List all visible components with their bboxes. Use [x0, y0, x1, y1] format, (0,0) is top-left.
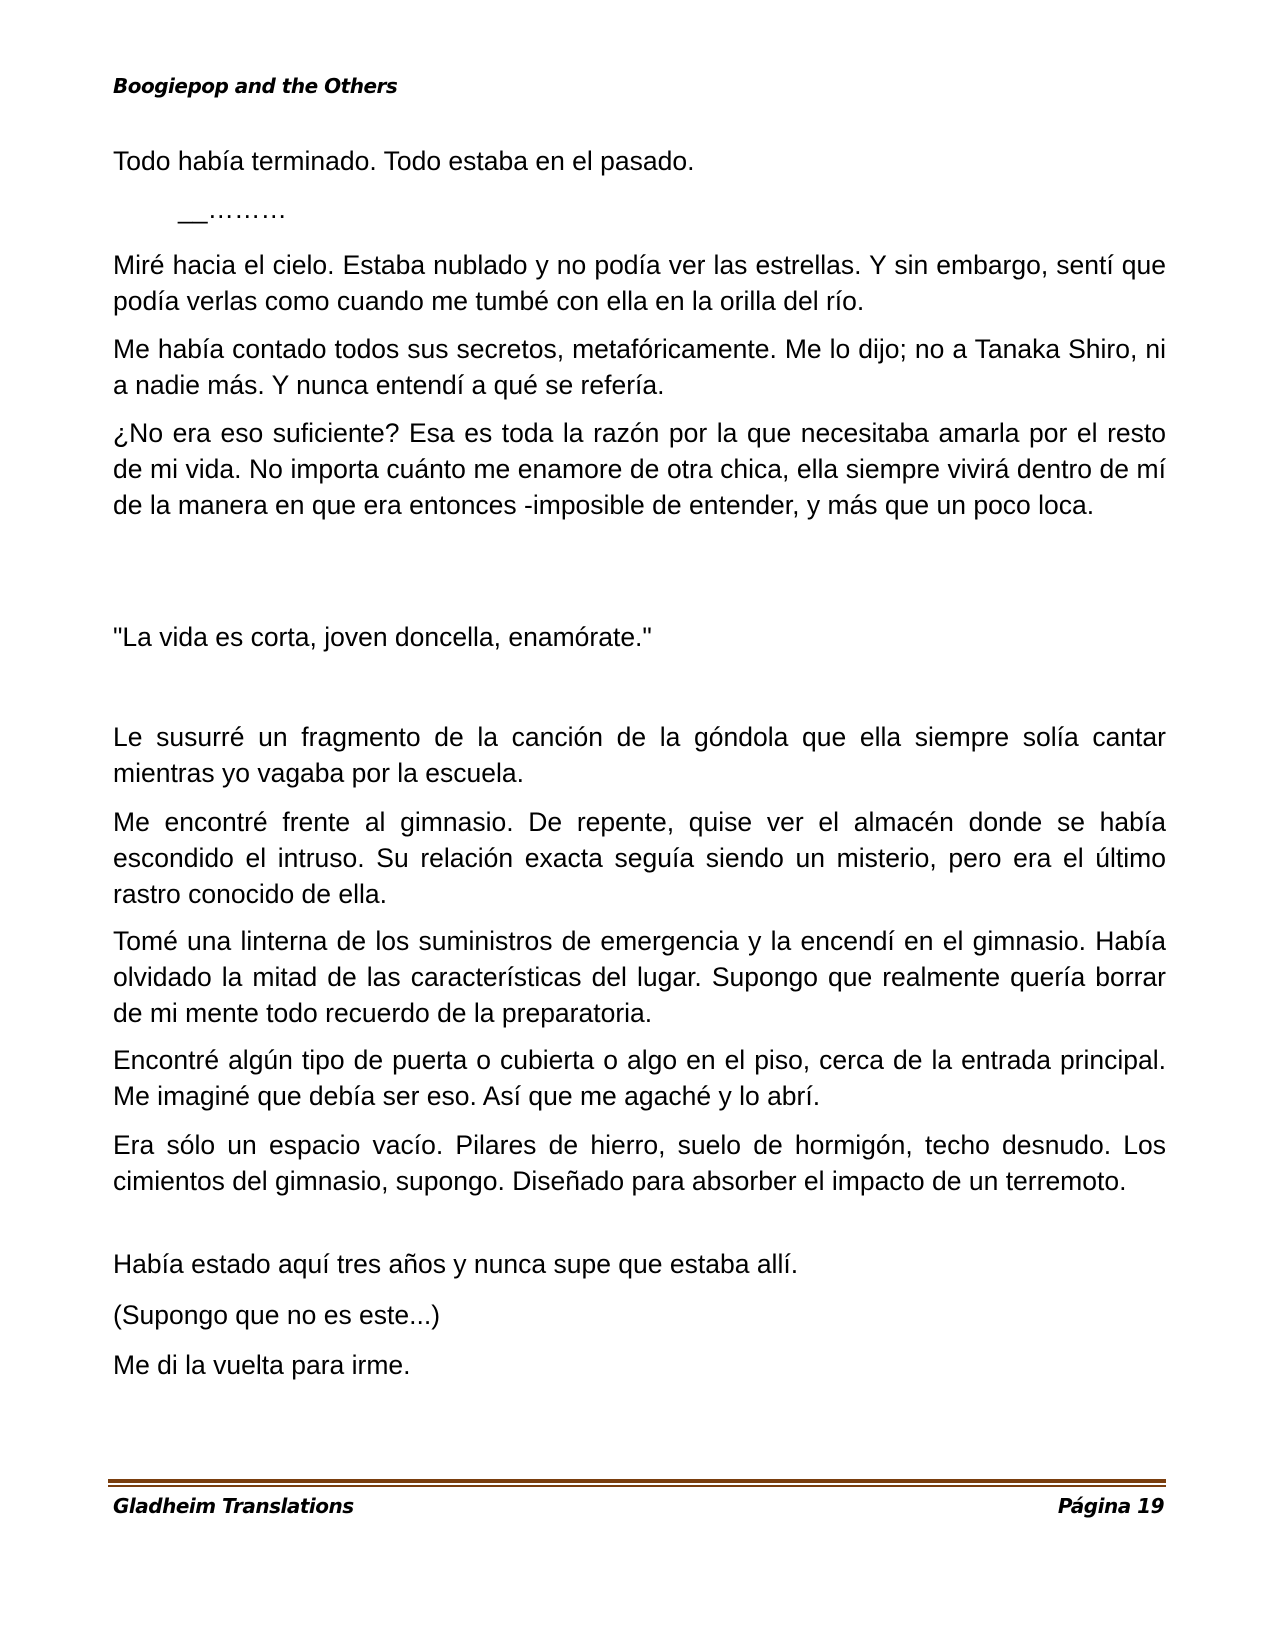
paragraph-9: Era sólo un espacio vacío. Pilares de hierro, suelo de hormigón, techo desnudo. Los cimientos del gimnasio, supongo. Diseñado para absorber el impacto de un terremoto. — [113, 1130, 1166, 1196]
scene-break: __……… — [178, 194, 287, 224]
footer-page-number: Página 19 — [1057, 1494, 1164, 1518]
paragraph-8: Encontré algún tipo de puerta o cubierta o algo en el piso, cerca de la entrada principal. Me imaginé que debía ser eso. Así que me agaché y lo abrí. — [113, 1045, 1166, 1111]
page-header-title: Boogiepop and the Others — [113, 74, 398, 98]
paragraph-7: Tomé una linterna de los suministros de emergencia y la encendí en el gimnasio. Había olvidado la mitad de las características del lugar. Supongo que realmente quería borrar de mi mente todo recuerdo de la preparatoria. — [113, 926, 1166, 1028]
footer-translator: Gladheim Translations — [113, 1494, 354, 1518]
paragraph-6: Me encontré frente al gimnasio. De repente, quise ver el almacén donde se había escondido el intruso. Su relación exacta seguía siendo un misterio, pero era el último rastro conocido de ella. — [113, 807, 1166, 909]
paragraph-11: (Supongo que no es este...) — [113, 1300, 441, 1330]
paragraph-4: ¿No era eso suficiente? Esa es toda la razón por la que necesitaba amarla por el resto de mi vida. No importa cuánto me enamore de otra chica, ella siempre vivirá dentro de mí de la manera en que era entonces -imposible de entender, y más que un poco loca. — [113, 418, 1166, 520]
paragraph-12: Me di la vuelta para irme. — [113, 1350, 411, 1380]
paragraph-5: Le susurré un fragmento de la canción de la góndola que ella siempre solía cantar mientras yo vagaba por la escuela. — [113, 722, 1166, 788]
quote-line: "La vida es corta, joven doncella, enamórate." — [113, 622, 652, 652]
paragraph-1: Todo había terminado. Todo estaba en el pasado. — [113, 146, 695, 176]
paragraph-2: Miré hacia el cielo. Estaba nublado y no podía ver las estrellas. Y sin embargo, sentí que podía verlas como cuando me tumbé con ella en la orilla del río. — [113, 250, 1166, 316]
paragraph-10: Había estado aquí tres años y nunca supe que estaba allí. — [113, 1249, 799, 1279]
footer-divider — [108, 1479, 1166, 1489]
paragraph-3: Me había contado todos sus secretos, metafóricamente. Me lo dijo; no a Tanaka Shiro, ni a nadie más. Y nunca entendí a qué se refería. — [113, 334, 1166, 400]
